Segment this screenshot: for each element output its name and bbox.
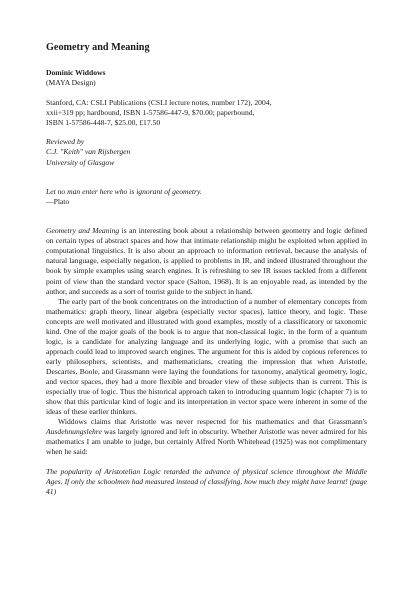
reviewer-block <box>46 137 367 168</box>
paragraph-text: Widdows claims that Aristotle was never respected for his mathematics and that Grassmann's <box>58 417 367 427</box>
review-body <box>46 226 367 457</box>
publication-line: xxii+319 pp; hardbound, ISBN 1-57586-447-9, $70.00; paperbound, <box>46 107 255 117</box>
author-name: Dominic Widdows <box>46 68 106 78</box>
epigraph <box>46 187 367 207</box>
paragraph-text: was largely ignored and left in obscurity. Whether Aristotle was never admired for his mathematics I am unable to judge, but certainly Alfred North Whitehead (1925) was not complimentary when he said: <box>46 427 367 457</box>
reviewer-name: C.J. "Keith" van Rijsbergen <box>46 147 131 157</box>
publication-info <box>46 98 367 129</box>
paragraph <box>46 417 367 457</box>
publication-line: ISBN 1-57586-448-7, $25.00, £17.50 <box>46 118 161 128</box>
book-title: Geometry and Meaning <box>46 42 150 53</box>
reviewer-affiliation: University of Glasgow <box>46 157 115 167</box>
paragraph <box>46 297 367 418</box>
publication-line: Stanford, CA: CSLI Publications (CSLI lecture notes, number 172), 2004, <box>46 97 272 107</box>
inline-work-title: Ausdehnungslehre <box>46 427 102 437</box>
reviewed-by-label: Reviewed by <box>46 137 85 147</box>
block-quote: The popularity of Aristotelian Logic retarded the advance of physical science throughout the Middle Ages. If only the schoolmen had measured instead of classifying, how much they might have learnt! (page 41) <box>46 467 367 497</box>
epigraph-attribution: —Plato <box>46 197 70 207</box>
author-block <box>46 68 367 88</box>
epigraph-quote: Let no man enter here who is ignorant of geometry. <box>46 186 202 196</box>
inline-book-title: Geometry and Meaning <box>46 226 120 236</box>
author-affiliation: (MAYA Design) <box>46 78 96 88</box>
paragraph-text: is an interesting book about a relationship between geometry and logic defined on certain types of abstract spaces and how that intimate relationship might be exploited when applied in computational linguistics. It is also about an approach to information retrieval, because the analysis of natural language, especially negation, is applied to problems in IR, and indeed illustrated throughout the book by simple examples using search engines. It is refreshing to see IR issues tackled from a different point of view than the standard vector space (Salton, 1968). It is an enjoyable read, as intended by the author, and succeeds as a sort of tourist guide to the subject in hand. <box>46 226 367 296</box>
paragraph-text: The early part of the book concentrates on the introduction of a number of elementary concepts from mathematics: graph theory, linear algebra (especially vector spaces), lattice theory, and logic. These concepts are well motivated and illustrated with good examples, mostly of a classificatory or taxonomic kind. One of the major goals of the book is to argue that non-classical logic, in the form of a quantum logic, is a candidate for analyzing language and its underlying logic, with a promise that such an approach could lead to improved search engines. The argument for this is aided by copious references to early philosophers, scientists, and mathematicians, creating the impression that when Aristotle, Descartes, Boole, and Grassmann were laying the foundations for taxonomy, analytical geometry, logic, and vector spaces, they had a more flexible and broader view of these subjects than is current. This is especially true of logic. Thus the historical approach taken to introducing quantum logic (chapter 7) is to show that this particular kind of logic and its interpretation in vector space were inherent in some of the ideas of these earlier thinkers. <box>46 296 367 417</box>
paragraph <box>46 226 367 296</box>
